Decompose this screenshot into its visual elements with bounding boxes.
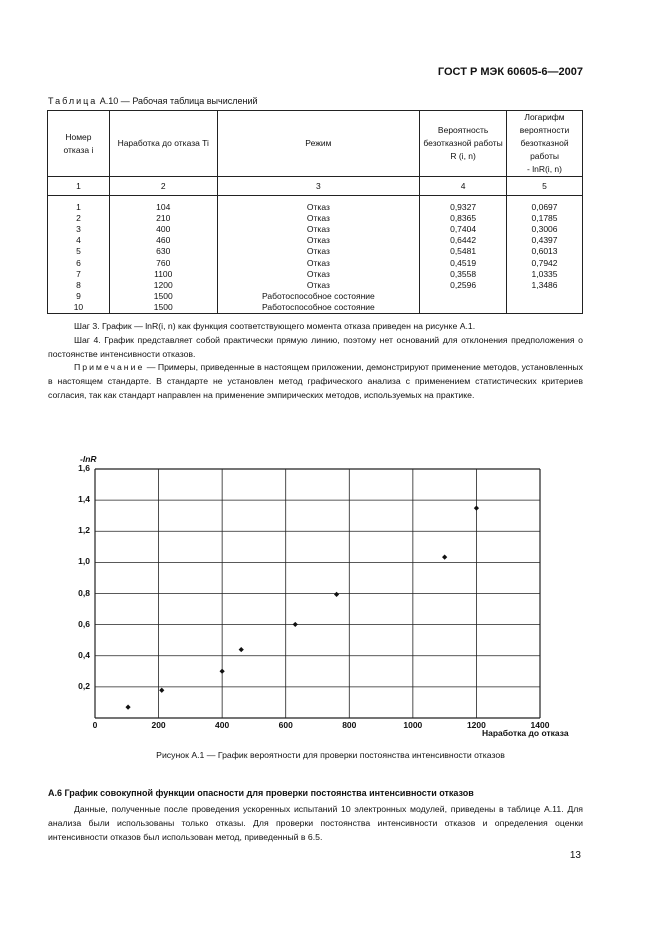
x-tick-label: 0	[92, 720, 98, 730]
x-tick-label: 800	[342, 720, 357, 730]
y-axis-title: -lnR	[80, 454, 97, 464]
step-4-text: Шаг 4. График представляет собой практически прямую линию, поэтому нет оснований для отклонения предположения о постоянстве интенсивности отказов.	[48, 335, 583, 359]
data-point	[442, 555, 447, 560]
table-cell: 10	[48, 302, 110, 314]
table-cell: 460	[109, 235, 217, 246]
table-cell: 1500	[109, 291, 217, 302]
header-log-reliability: Логарифм вероятности безотказной работы - lnR(i, n)	[507, 111, 583, 177]
table-cell: 0,8365	[420, 213, 507, 224]
section-title: А.6 График совокупной функции опасности для проверки постоянства интенсивности отказов	[48, 788, 474, 798]
table-cell: 1100	[109, 269, 217, 280]
table-caption-word: Таблица	[48, 96, 98, 106]
table-cell: Отказ	[217, 196, 420, 214]
table-cell: 0,7942	[507, 257, 583, 268]
table-cell: 2	[48, 213, 110, 224]
data-point	[334, 592, 339, 597]
table-cell: Работоспособное состояние	[217, 291, 420, 302]
table-cell: Работоспособное состояние	[217, 302, 420, 314]
header-reliability: Вероятность безотказной работы R (i, n)	[420, 111, 507, 177]
data-point	[125, 705, 130, 710]
y-tick-label: 1,0	[78, 556, 90, 567]
y-tick-label: 0,8	[78, 587, 90, 598]
table-cell: 1500	[109, 302, 217, 314]
table-cell: Отказ	[217, 269, 420, 280]
table-cell: 0,6442	[420, 235, 507, 246]
table-cell: 4	[48, 235, 110, 246]
table-cell: Отказ	[217, 235, 420, 246]
table-cell: 400	[109, 224, 217, 235]
data-point	[239, 647, 244, 652]
y-tick-label: 1,2	[78, 525, 90, 536]
data-point	[293, 622, 298, 627]
y-tick-label: 1,4	[78, 494, 90, 505]
x-tick-label: 1400	[530, 720, 550, 730]
table-cell: 0,7404	[420, 224, 507, 235]
table-cell: 0,1785	[507, 213, 583, 224]
x-tick-label: 1200	[466, 720, 486, 730]
figure-caption: Рисунок А.1 — График вероятности для проверки постоянства интенсивности отказов	[156, 750, 505, 760]
table-cell: 1,0335	[507, 269, 583, 280]
header-time-to-failure: Наработка до отказа Ti	[109, 111, 217, 177]
step-3-text: Шаг 3. График — lnR(i, n) как функция соответствующего момента отказа приведен на рисунке А.1.	[74, 321, 476, 331]
x-tick-label: 200	[151, 720, 166, 730]
table-cell: Отказ	[217, 224, 420, 235]
table-cell: Отказ	[217, 280, 420, 291]
table-cell: 0,2596	[420, 280, 507, 291]
table-cell: Отказ	[217, 257, 420, 268]
table-cell: 760	[109, 257, 217, 268]
table-cell: 104	[109, 196, 217, 214]
document-header: ГОСТ Р МЭК 60605-6—2007	[437, 66, 583, 78]
table-cell: 6	[48, 257, 110, 268]
table-cell: Отказ	[217, 246, 420, 257]
data-point	[220, 669, 225, 674]
table-cell: 1	[48, 196, 110, 214]
section-body: Данные, полученные после проведения ускоренных испытаний 10 электронных модулей, приведены в таблице А.11. Для анализа были использованы только отказы. Для проверки постоянства интенсивности отказов и определения оценки интенсивности отказов был использован метод, приведенный в 6.5.	[48, 804, 583, 842]
table-cell: 1200	[109, 280, 217, 291]
table-cell: 0,5481	[420, 246, 507, 257]
table-cell: 3	[48, 224, 110, 235]
x-axis-title: Наработка до отказа	[482, 728, 569, 738]
note-text: Примечание — Примеры, приведенные в настоящем приложении, демонстрируют применение методов, установленных в настоящем стандарте. В стандарте не установлен метод графического анализа с применением статистических критериев согласия, так как стандарт направлен на применение эмпирических методов, используемых на практике.	[48, 362, 583, 400]
table-caption-text: А.10 — Рабочая таблица вычислений	[97, 96, 258, 106]
table-column-numbers: 1 2 3 4 5	[48, 177, 583, 196]
table-cell: 0,4397	[507, 235, 583, 246]
table-cell: 0,4519	[420, 257, 507, 268]
y-tick-label: 1,6	[78, 463, 90, 473]
y-tick-label: 0,6	[78, 618, 90, 629]
header-mode: Режим	[217, 111, 420, 177]
x-tick-label: 600	[278, 720, 293, 730]
x-tick-label: 1000	[403, 720, 423, 730]
data-point	[159, 688, 164, 693]
header-failure-number: Номер отказа i	[48, 111, 110, 177]
table-cell: 0,6013	[507, 246, 583, 257]
table-cell: 0,3006	[507, 224, 583, 235]
table-cell: 5	[48, 246, 110, 257]
data-point	[474, 506, 479, 511]
table-cell: 9	[48, 291, 110, 302]
table-cell: 630	[109, 246, 217, 257]
table-cell: 1,3486	[507, 280, 583, 291]
table-cell: 8	[48, 280, 110, 291]
page-number: 13	[569, 850, 581, 861]
table-cell: 0,0697	[507, 196, 583, 214]
table-cell: 0,3558	[420, 269, 507, 280]
table-cell: 7	[48, 269, 110, 280]
table-cell: 0,9327	[420, 196, 507, 214]
x-tick-label: 400	[215, 720, 230, 730]
table-cell: Отказ	[217, 213, 420, 224]
y-tick-label: 0,4	[78, 649, 90, 660]
y-tick-label: 0,2	[78, 680, 90, 691]
table-cell: 210	[109, 213, 217, 224]
